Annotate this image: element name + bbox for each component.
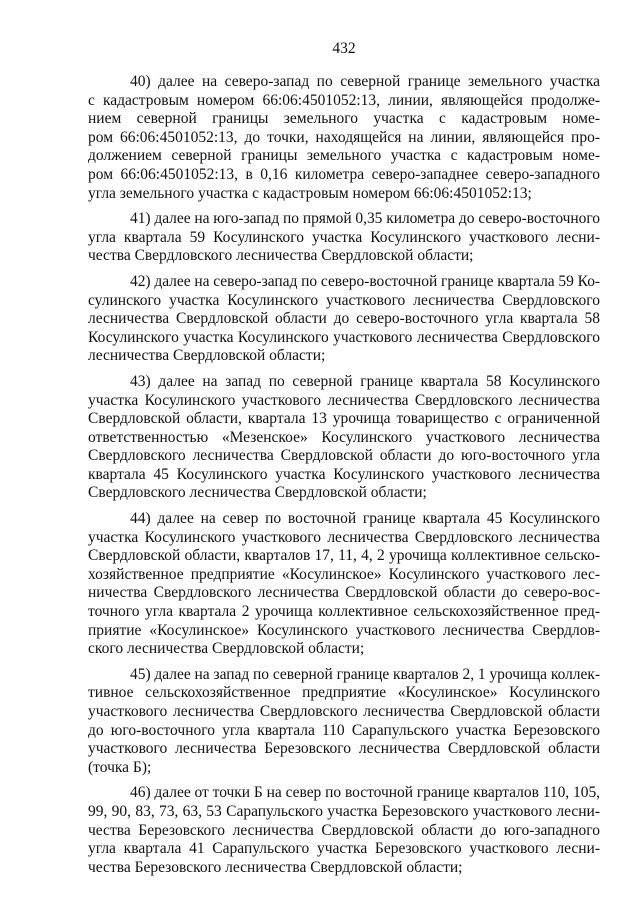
text-line: до юго-восточного угла квартала 110 Сарапульского участка Березовского <box>88 721 600 739</box>
text-line: сулинского участка Косулинского участкового лесничества Свердловского <box>88 291 600 309</box>
text-line: ром 66:06:4501052:13, до точки, находящейся на линии, являющейся про- <box>88 128 600 146</box>
text-line: угла земельного участка с кадастровым номером 66:06:4501052:13; <box>88 184 532 202</box>
paragraph <box>88 510 600 659</box>
text-line: точного угла квартала 2 урочища коллективное сельскохозяйственное пред- <box>88 603 600 621</box>
text-line: 42) далее на северо-запад по северо-восточной границе квартала 59 Ко- <box>130 272 601 290</box>
text-line: лесничества Свердловской области; <box>88 347 326 365</box>
text-line: (точка Б); <box>88 758 152 776</box>
text-line: тивное сельскохозяйственное предприятие «Косулинское» Косулинского <box>88 684 600 702</box>
text-line: 45) далее на запад по северной границе кварталов 2, 1 урочища коллек- <box>130 665 600 683</box>
text-line: ответственностью «Мезенское» Косулинского участкового лесничества <box>88 428 600 446</box>
text-line: 41) далее на юго-запад по прямой 0,35 километра до северо-восточного <box>130 210 600 228</box>
text-line: ром 66:06:4501052:13, в 0,16 километра северо-западнее северо-западного <box>88 165 600 183</box>
text-line: лесничества Свердловской области до северо-восточного угла квартала 58 <box>88 310 600 328</box>
text-line: Косулинского участка Косулинского участкового лесничества Свердловского <box>88 328 600 346</box>
text-line: квартала 45 Косулинского участка Косулинского участкового лесничества <box>88 465 600 483</box>
text-line: 40) далее на северо-запад по северной границе земельного участка <box>130 73 600 90</box>
text-line: ничества Свердловского лесничества Свердловской области до северо-вос- <box>88 584 600 602</box>
text-line: 46) далее от точки Б на север по восточной границе кварталов 110, 105, <box>130 784 601 802</box>
text-line: 44) далее на север по восточной границе квартала 45 Косулинского <box>130 510 600 528</box>
paragraph <box>88 73 600 203</box>
paragraph <box>88 210 600 266</box>
text-line: чества Березовского лесничества Свердловской области; <box>88 858 463 876</box>
text-line: Свердловского лесничества Свердловской области; <box>88 484 427 502</box>
text-line: угла квартала 41 Сарапульского участка Березовского участкового лесни- <box>88 840 600 858</box>
text-line: участкового лесничества Свердловского лесничества Свердловской области <box>88 703 600 720</box>
paragraph <box>88 784 600 877</box>
text-line: с кадастровым номером 66:06:4501052:13, линии, являющейся продолже- <box>88 91 600 109</box>
text-line: Свердловского лесничества Свердловской области до юго-восточного угла <box>88 447 600 465</box>
text-line: участкового лесничества Березовского лесничества Свердловской области <box>88 740 600 758</box>
paragraph <box>88 373 600 503</box>
text-line: участка Косулинского участкового лесничества Свердловского лесничества <box>88 528 600 546</box>
text-line: 43) далее на запад по северной границе квартала 58 Косулинского <box>130 372 600 390</box>
paragraph <box>88 666 600 778</box>
text-line: нием северной границы земельного участка с кадастровым номе- <box>88 110 600 128</box>
text-line: Свердловской области, кварталов 17, 11, 4, 2 урочища коллективное сельско- <box>88 547 600 565</box>
text-line: ского лесничества Свердловской области; <box>88 640 365 658</box>
text-line: угла квартала 59 Косулинского участка Косулинского участкового лесни- <box>88 228 600 246</box>
text-line: 99, 90, 83, 73, 63, 53 Сарапульского участка Березовского участкового лесни- <box>88 802 600 820</box>
page-number: 432 <box>332 40 356 57</box>
text-line: чества Свердловского лесничества Свердловской области; <box>88 247 474 265</box>
paragraph <box>88 273 600 366</box>
text-line: Свердловской области, квартала 13 урочища товарищество с ограниченной <box>88 410 600 428</box>
document-body <box>88 73 600 884</box>
text-line: должением северной границы земельного участка с кадастровым номе- <box>88 147 600 165</box>
text-line: приятие «Косулинское» Косулинского участкового лесничества Свердлов- <box>88 621 600 639</box>
text-line: участка Косулинского участкового лесничества Свердловского лесничества <box>88 391 600 409</box>
text-line: хозяйственное предприятие «Косулинское» Косулинского участкового лес- <box>88 565 600 583</box>
text-line: чества Березовского лесничества Свердловской области до юго-западного <box>88 821 600 839</box>
